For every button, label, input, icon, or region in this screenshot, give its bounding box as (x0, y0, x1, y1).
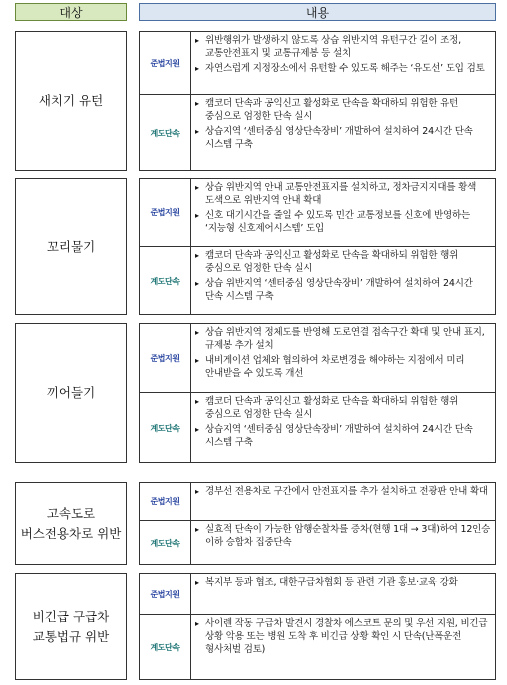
bullet-item: ▸ 위반행위가 발생하지 않도록 상습 위반지역 유턴구간 길이 조정, 교통안전표지 및 교통규제봉 등 설치 (195, 34, 491, 60)
prevention-section (140, 324, 495, 392)
prevention-section (140, 32, 495, 94)
category-cell (15, 482, 127, 565)
category-cell (15, 323, 127, 463)
prevention-section (140, 179, 495, 246)
category-cell (15, 178, 127, 315)
bullet-item: ▸ 캠코더 단속과 공익신고 활성화로 단속을 확대하되 위험한 행위 중심으로 엄정한 단속 실시 (195, 249, 491, 275)
prevention-tag: 준법지원 (140, 324, 191, 392)
enforcement-section (140, 94, 495, 171)
bullet-item: ▸ 자연스럽게 지정장소에서 유턴할 수 있도록 해주는 ‘유도선’ 도입 검토 (195, 62, 491, 75)
enforcement-tag: 계도단속 (140, 247, 191, 315)
enforcement-section (140, 392, 495, 463)
detail-cell (139, 573, 496, 680)
enforcement-tag: 계도단속 (140, 615, 191, 680)
bullet-item: ▸ 신호 대기시간을 줄일 수 있도록 민간 교통정보를 신호에 반영하는 ‘지능형 신호제어시스템’ 도입 (195, 209, 491, 235)
prevention-section (140, 483, 495, 520)
header-category: 대상 (15, 3, 127, 21)
bullet-item: ▸ 복지부 등과 협조, 대한구급차협회 등 관련 기관 홍보·교육 강화 (195, 576, 491, 589)
bullet-item: ▸ 상습 위반지역 안내 교통안전표지를 설치하고, 정차금지지대를 황색 도색으로 위반지역 안내 확대 (195, 181, 491, 207)
enforcement-tag: 계도단속 (140, 95, 191, 171)
category-label: 고속도로 (46, 505, 96, 521)
category-cell (15, 573, 127, 680)
enforcement-tag: 계도단속 (140, 393, 191, 463)
detail-cell (139, 31, 496, 171)
prevention-tag: 준법지원 (140, 483, 191, 520)
enforcement-tag: 계도단속 (140, 521, 191, 565)
bullet-item: ▸ 캠코더 단속과 공익신고 활성화로 단속을 확대하되 위험한 유턴 중심으로 엄정한 단속 실시 (195, 97, 491, 123)
category-label: 교통법규 위반 (32, 628, 110, 644)
prevention-tag: 준법지원 (140, 32, 191, 94)
detail-cell (139, 482, 496, 565)
prevention-tag: 준법지원 (140, 179, 191, 246)
prevention-tag: 준법지원 (140, 574, 191, 614)
bullet-item: ▸ 상습지역 ‘센터중심 영상단속장비’ 개발하여 설치하여 24시간 단속 시스템 구축 (195, 423, 491, 449)
enforcement-section (140, 246, 495, 315)
bullet-item: ▸ 상습 위반지역 ‘센터중심 영상단속장비’ 개발하여 설치하여 24시간 단속 시스템 구축 (195, 277, 491, 303)
category-label: 버스전용차로 위반 (20, 525, 122, 541)
bullet-item: ▸ 내비게이션 업체와 협의하여 차로변경을 해야하는 지점에서 미리 안내받을 수 있도록 개선 (195, 354, 491, 380)
enforcement-section (140, 520, 495, 565)
category-label: 끼어들기 (46, 385, 96, 400)
enforcement-section (140, 614, 495, 680)
detail-cell (139, 178, 496, 315)
bullet-item: ▸ 경부선 전용차로 구간에서 안전표지를 추가 설치하고 전광판 안내 확대 (195, 485, 491, 498)
detail-cell (139, 323, 496, 463)
category-label: 새치기 유턴 (38, 93, 104, 108)
bullet-item: ▸ 실효적 단속이 가능한 암행순찰차를 증차(현행 1대 → 3대)하여 12인승 이하 승합차 집중단속 (195, 523, 491, 549)
bullet-item: ▸ 사이렌 작동 구급차 발견시 경찰차 에스코트 문의 및 우선 지원, 비긴급 상황 악용 또는 병원 도착 후 비긴급 상황 확인 시 단속(난폭운전 형사처벌 검토) (195, 617, 491, 656)
category-cell (15, 31, 127, 171)
header-content: 내용 (139, 3, 496, 21)
bullet-item: ▸ 상습 위반지역 정체도를 반영해 도로연결 접속구간 확대 및 안내 표지, 규제봉 추가 설치 (195, 326, 491, 352)
prevention-section (140, 574, 495, 614)
category-label: 꼬리물기 (46, 238, 96, 254)
bullet-item: ▸ 캠코더 단속과 공익신고 활성화로 단속을 확대하되 위험한 행위 중심으로 엄정한 단속 실시 (195, 395, 491, 421)
bullet-item: ▸ 상습지역 ‘센터중심 영상단속장비’ 개발하여 설치하여 24시간 단속 시스템 구축 (195, 125, 491, 151)
category-label: 비긴급 구급차 (32, 608, 110, 624)
